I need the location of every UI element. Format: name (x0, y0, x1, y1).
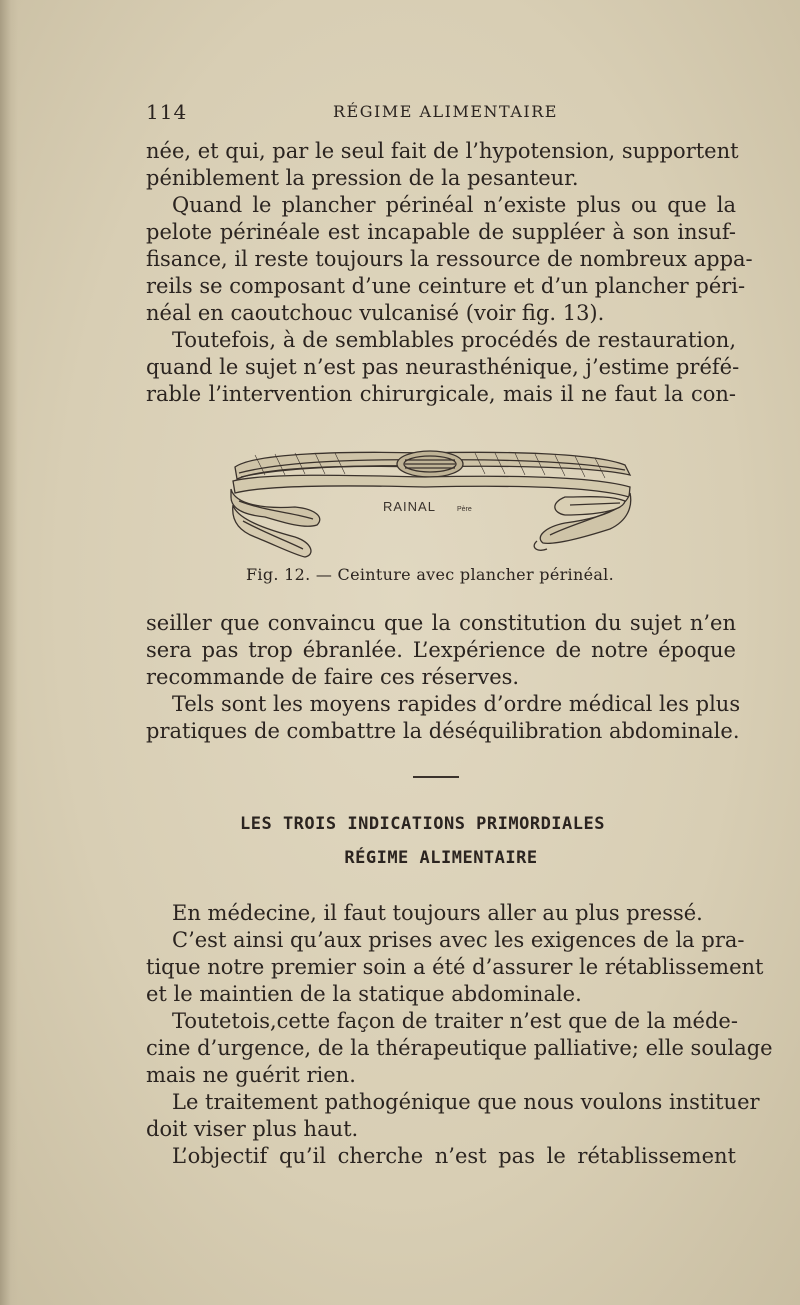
page-number: 114 (146, 100, 188, 124)
section-heading: LES TROIS INDICATIONS PRIMORDIALES (240, 814, 605, 834)
paragraph-block-top (146, 138, 753, 408)
text-line: C’est ainsi qu’aux prises avec les exigences de la pra- (172, 928, 745, 952)
text-line: tique notre premier soin a été d’assurer le rétablissement (146, 955, 764, 979)
text-line: Toutefois, à de semblables procédés de restauration, (172, 328, 736, 352)
text-line: En médecine, il faut toujours aller au plus pressé. (172, 901, 703, 925)
text-line: L’objectif qu’il cherche n’est pas le rétablissement (172, 1144, 736, 1168)
text-line: recommande de faire ces réserves. (146, 665, 520, 689)
paragraph-block-middle (146, 610, 741, 745)
text-line: pelote périnéale est incapable de suppléer à son insuf- (146, 220, 736, 244)
text-line: et le maintien de la statique abdominale. (146, 982, 582, 1006)
text-line: sera pas trop ébranlée. L’expérience de notre époque (146, 638, 736, 662)
text-line: quand le sujet n’est pas neurasthénique, j’estime préfé- (146, 355, 740, 379)
page-gutter-shadow (0, 0, 18, 1305)
text-line: seiller que convaincu que la constitution du sujet n’en (146, 611, 736, 635)
running-title: RÉGIME ALIMENTAIRE (333, 102, 558, 121)
text-line: rable l’intervention chirurgicale, mais il ne faut la con- (146, 382, 736, 406)
text-line: mais ne guérit rien. (146, 1063, 356, 1087)
text-line: Le traitement pathogénique que nous voulons instituer (172, 1090, 760, 1114)
text-line: cine d’urgence, de la thérapeutique palliative; elle soulage (146, 1036, 773, 1060)
figure-caption: Fig. 12. — Ceinture avec plancher périnéal. (246, 565, 614, 584)
text-line: doit viser plus haut. (146, 1117, 359, 1141)
text-line: fisance, il reste toujours la ressource de nombreux appa- (146, 247, 753, 271)
text-line: Quand le plancher périnéal n’existe plus ou que la (172, 193, 736, 217)
text-line: péniblement la pression de la pesanteur. (146, 166, 579, 190)
section-subheading: RÉGIME ALIMENTAIRE (344, 848, 538, 868)
belt-illustration (225, 445, 635, 560)
text-line: néal en caoutchouc vulcanisé (voir fig. 13). (146, 301, 605, 325)
page-header (146, 100, 736, 126)
text-line: reils se composant d’une ceinture et d’un plancher péri- (146, 274, 746, 298)
text-line: pratiques de combattre la déséquilibration abdominale. (146, 719, 740, 743)
maker-mark: RAINAL (383, 499, 436, 514)
text-line: Tels sont les moyens rapides d’ordre médical les plus (172, 692, 741, 716)
text-line: née, et qui, par le seul fait de l’hypotension, supportent (146, 139, 739, 163)
paragraph-block-bottom (146, 900, 773, 1170)
text-line: Toutetois,cette façon de traiter n’est que de la méde- (172, 1009, 738, 1033)
section-divider (413, 776, 459, 778)
maker-mark-small: Père (457, 506, 472, 513)
